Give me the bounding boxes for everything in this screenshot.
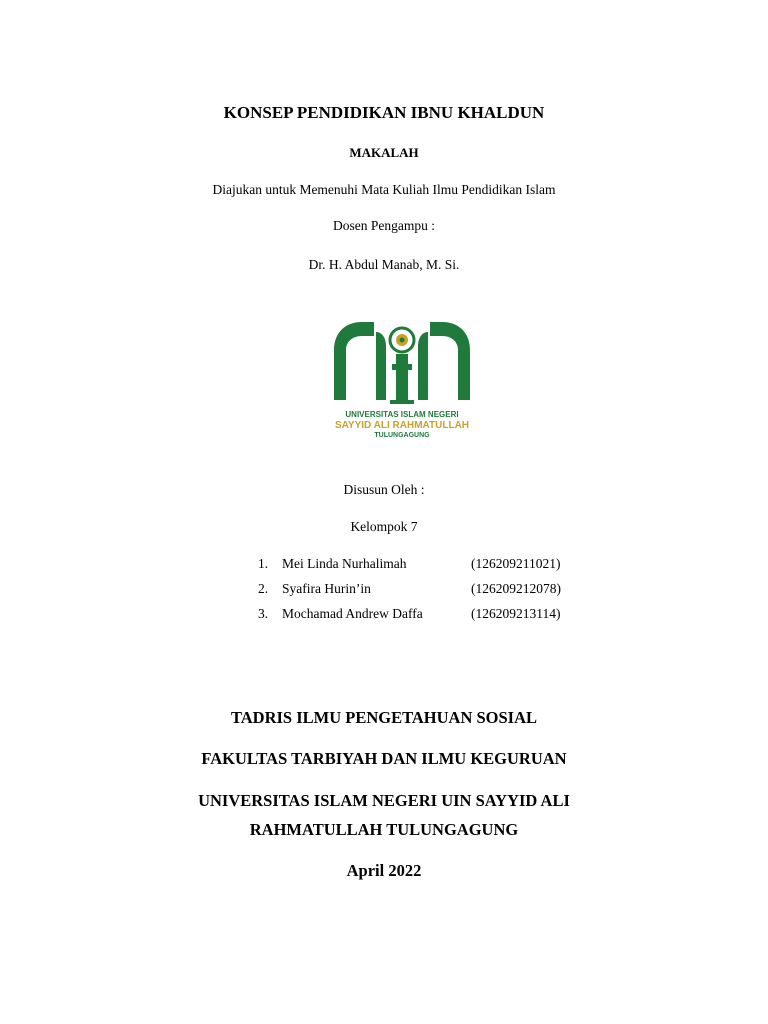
lecturer-label: Dosen Pengampu : bbox=[333, 218, 435, 233]
member-list-item bbox=[258, 606, 598, 626]
group-label: Kelompok 7 bbox=[350, 519, 418, 534]
document-type-label: MAKALAH bbox=[349, 145, 419, 160]
document-subtitle: Diajukan untuk Memenuhi Mata Kuliah Ilmu Pendidikan Islam bbox=[212, 182, 556, 197]
compiled-by-label: Disusun Oleh : bbox=[343, 482, 425, 497]
study-program: TADRIS ILMU PENGETAHUAN SOSIAL bbox=[230, 708, 538, 727]
logo-text-line1: UNIVERSITAS ISLAM NEGERI bbox=[345, 410, 459, 419]
university-name-line1: UNIVERSITAS ISLAM NEGERI UIN SAYYID ALI bbox=[198, 791, 570, 810]
university-name-line2: RAHMATULLAH TULUNGAGUNG bbox=[249, 820, 519, 839]
member-list-item bbox=[258, 556, 598, 576]
faculty-name: FAKULTAS TARBIYAH DAN ILMU KEGURUAN bbox=[201, 749, 567, 768]
logo-text-line2: SAYYID ALI RAHMATULLAH bbox=[334, 420, 470, 431]
logo-text-line3: TULUNGAGUNG bbox=[374, 432, 430, 439]
member-name: Mei Linda Nurhalimah bbox=[282, 556, 407, 571]
university-logo bbox=[316, 316, 488, 440]
member-number: 3. bbox=[258, 606, 269, 621]
lecturer-name: Dr. H. Abdul Manab, M. Si. bbox=[308, 257, 460, 272]
member-list-item bbox=[258, 581, 598, 601]
member-name: Syafira Hurin’in bbox=[282, 581, 371, 596]
member-name: Mochamad Andrew Daffa bbox=[282, 606, 423, 621]
sun-emblem-icon bbox=[390, 328, 414, 352]
member-nim: (126209211021) bbox=[471, 556, 561, 571]
member-nim: (126209213114) bbox=[471, 606, 561, 621]
document-title: KONSEP PENDIDIKAN IBNU KHALDUN bbox=[223, 103, 545, 122]
document-date: April 2022 bbox=[346, 861, 422, 880]
member-number: 2. bbox=[258, 581, 269, 596]
member-number: 1. bbox=[258, 556, 269, 571]
member-nim: (126209212078) bbox=[471, 581, 561, 596]
